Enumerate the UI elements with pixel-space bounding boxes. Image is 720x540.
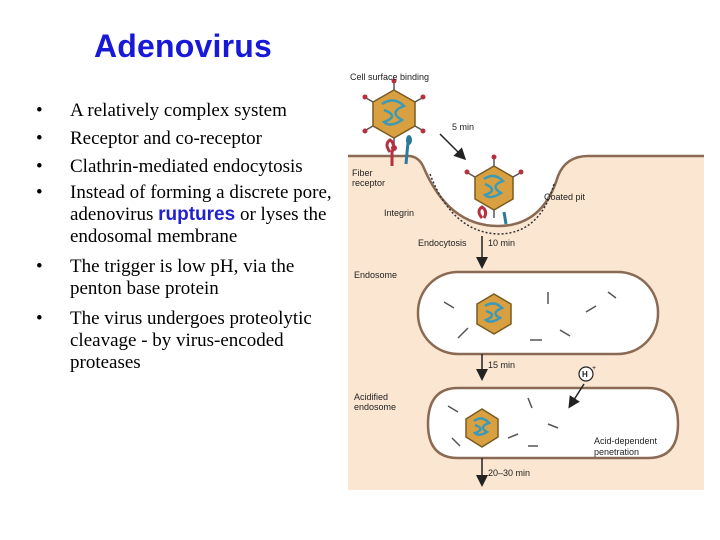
bullet-text: A relatively complex system	[70, 100, 287, 121]
bullet-marker: •	[36, 128, 43, 149]
label-5min: 5 min	[452, 122, 475, 132]
label-proton-sup: +	[592, 365, 597, 372]
arrow-5min	[440, 134, 464, 158]
label-cell-surface-binding: Cell surface binding	[350, 72, 430, 82]
integrin-icon	[406, 142, 408, 164]
bullet-marker: •	[36, 256, 43, 277]
label-endosome: Endosome	[354, 270, 398, 280]
label-proton: H	[582, 370, 588, 379]
label-coated-pit: Coated pit	[544, 192, 586, 202]
label-15min: 15 min	[488, 360, 516, 370]
bullet-item	[36, 156, 336, 178]
bullet-marker: •	[36, 156, 43, 177]
label-acid-dependent-line1: Acid-dependent	[594, 436, 658, 446]
bullet-marker: •	[36, 182, 43, 203]
adenovirus-in-pit	[465, 155, 524, 219]
label-20-30min: 20–30 min	[488, 468, 531, 478]
bullet-item	[36, 256, 336, 300]
bullet-text: or lyses the endosomal membrane	[70, 204, 327, 247]
label-acidified-line1: Acidified	[354, 392, 389, 402]
label-fiber-receptor-line2: receptor	[352, 178, 386, 188]
bullet-marker: •	[36, 308, 43, 329]
label-acid-dependent-line2: penetration	[594, 447, 640, 457]
bullet-text: The trigger is low pH, via the penton base protein	[70, 256, 295, 299]
emphasis-ruptures: ruptures	[158, 204, 236, 225]
bullet-item	[36, 308, 336, 374]
label-acidified-line2: endosome	[354, 402, 397, 412]
bullet-marker: •	[36, 100, 43, 121]
bullet-item	[36, 122, 336, 156]
adenovirus-entry-diagram	[348, 66, 704, 490]
bullet-item	[36, 100, 336, 122]
bullet-item	[36, 182, 336, 248]
slide-title: Adenovirus	[94, 28, 273, 64]
label-fiber-receptor-line1: Fiber	[352, 168, 373, 178]
label-endocytosis: Endocytosis	[418, 238, 467, 248]
endosome	[418, 272, 658, 354]
label-integrin: Integrin	[384, 208, 415, 218]
bullet-text: Receptor and co-receptor	[70, 128, 263, 149]
label-10min: 10 min	[488, 238, 516, 248]
bullet-text: Instead of forming a discrete pore, adenovirus	[70, 182, 332, 225]
adenovirus-particle	[363, 79, 426, 152]
bullet-list	[36, 100, 336, 374]
bullet-text: Clathrin-mediated endocytosis	[70, 156, 303, 177]
bullet-text: The virus undergoes proteolytic cleavage - by virus-encoded proteases	[70, 308, 312, 373]
